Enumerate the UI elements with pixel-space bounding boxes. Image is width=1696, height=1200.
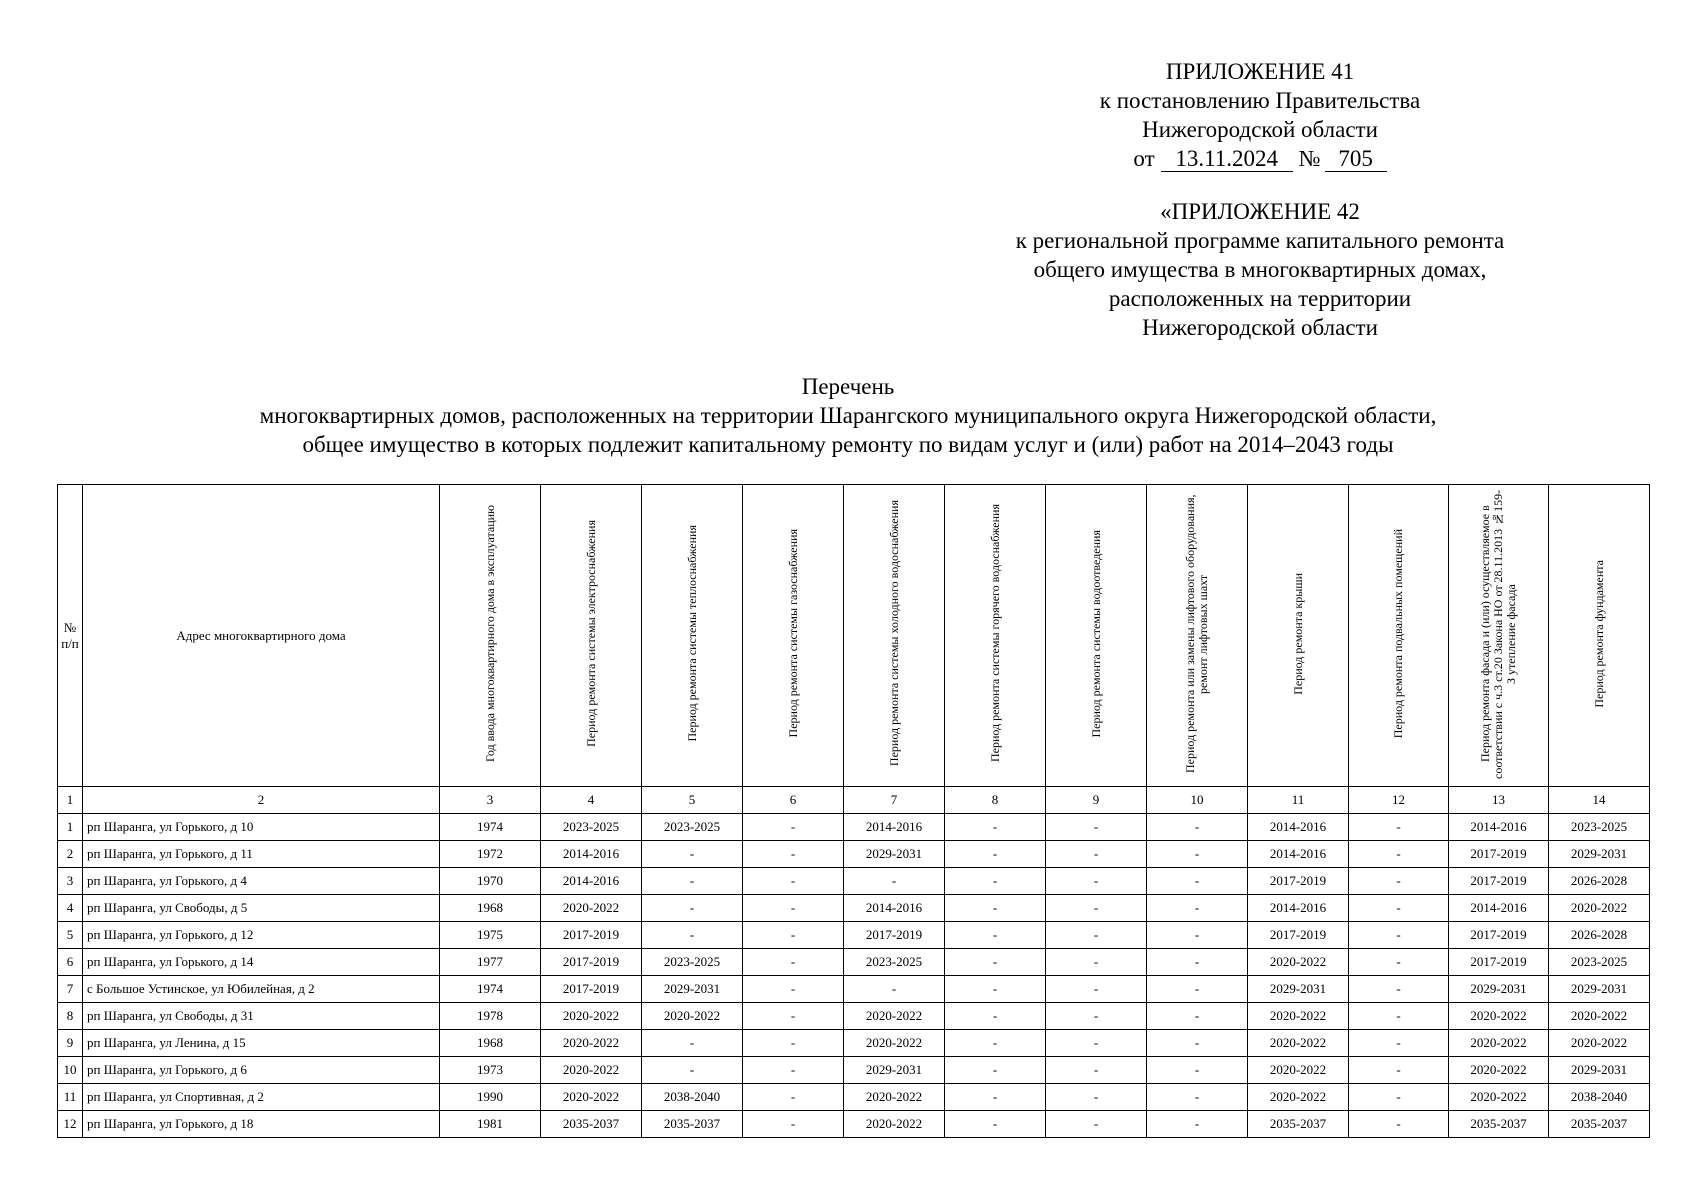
basement-cell: -: [1349, 1084, 1449, 1111]
gas-cell: -: [743, 949, 844, 976]
address-cell: рп Шаранга, ул Горького, д 14: [83, 949, 440, 976]
table-row: [58, 895, 1650, 922]
address-cell: рп Шаранга, ул Горького, д 12: [83, 922, 440, 949]
address-cell: рп Шаранга, ул Горького, д 6: [83, 1057, 440, 1084]
cold-water-cell: 2020-2022: [844, 1084, 945, 1111]
cold-water-cell: 2029-2031: [844, 1057, 945, 1084]
table-row: [58, 1084, 1650, 1111]
table-row: [58, 814, 1650, 841]
roof-cell: 2020-2022: [1248, 1030, 1349, 1057]
gas-cell: -: [743, 1003, 844, 1030]
column-number: 2: [83, 787, 440, 814]
header-sewerage: Период ремонта системы водоотведения: [1046, 485, 1147, 787]
header-foundation: Период ремонта фундамента: [1549, 485, 1650, 787]
address-cell: рп Шаранга, ул Горького, д 10: [83, 814, 440, 841]
hot-water-cell: -: [945, 976, 1046, 1003]
address-cell: рп Шаранга, ул Свободы, д 5: [83, 895, 440, 922]
header-address: Адрес многоквартирного дома: [83, 485, 440, 787]
cold-water-cell: 2017-2019: [844, 922, 945, 949]
facade-cell: 2020-2022: [1449, 1057, 1549, 1084]
roof-cell: 2020-2022: [1248, 1057, 1349, 1084]
row-index: 2: [58, 841, 83, 868]
gas-cell: -: [743, 922, 844, 949]
row-index: 12: [58, 1111, 83, 1138]
row-index: 5: [58, 922, 83, 949]
header-cold-water: Период ремонта системы холодного водоснабжения: [844, 485, 945, 787]
column-numbers-row: [58, 787, 1650, 814]
heating-cell: -: [642, 1030, 743, 1057]
elevator-cell: -: [1147, 949, 1248, 976]
document-title-line1: Перечень: [801, 374, 895, 399]
year-cell: 1973: [440, 1057, 541, 1084]
table-row: [58, 841, 1650, 868]
table-row: [58, 949, 1650, 976]
cold-water-cell: 2023-2025: [844, 949, 945, 976]
electricity-cell: 2020-2022: [541, 1003, 642, 1030]
gas-cell: -: [743, 895, 844, 922]
header-year: Год ввода многоквартирного дома в эксплуатацию: [440, 485, 541, 787]
row-index: 6: [58, 949, 83, 976]
year-cell: 1974: [440, 814, 541, 841]
heating-cell: 2038-2040: [642, 1084, 743, 1111]
sewerage-cell: -: [1046, 868, 1147, 895]
column-number: 9: [1046, 787, 1147, 814]
sewerage-cell: -: [1046, 841, 1147, 868]
elevator-cell: -: [1147, 868, 1248, 895]
hot-water-cell: -: [945, 1111, 1046, 1138]
appendix-41-title: ПРИЛОЖЕНИЕ 41: [1165, 59, 1355, 84]
row-index: 7: [58, 976, 83, 1003]
header-elevator: Период ремонта или замены лифтового оборудования, ремонт лифтовых шахт: [1147, 485, 1248, 787]
cold-water-cell: 2020-2022: [844, 1030, 945, 1057]
sewerage-cell: -: [1046, 1057, 1147, 1084]
table-body: [58, 814, 1650, 1138]
basement-cell: -: [1349, 1111, 1449, 1138]
facade-cell: 2017-2019: [1449, 922, 1549, 949]
foundation-cell: 2020-2022: [1549, 1003, 1650, 1030]
foundation-cell: 2026-2028: [1549, 922, 1650, 949]
electricity-cell: 2017-2019: [541, 922, 642, 949]
table-row: [58, 1003, 1650, 1030]
cold-water-cell: 2029-2031: [844, 841, 945, 868]
header-hot-water: Период ремонта системы горячего водоснабжения: [945, 485, 1046, 787]
year-cell: 1981: [440, 1111, 541, 1138]
roof-cell: 2020-2022: [1248, 949, 1349, 976]
roof-cell: 2029-2031: [1248, 976, 1349, 1003]
basement-cell: -: [1349, 976, 1449, 1003]
address-cell: рп Шаранга, ул Горького, д 4: [83, 868, 440, 895]
header-roof: Период ремонта крыши: [1248, 485, 1349, 787]
heating-cell: -: [642, 1057, 743, 1084]
electricity-cell: 2020-2022: [541, 1057, 642, 1084]
cold-water-cell: 2020-2022: [844, 1111, 945, 1138]
facade-cell: 2020-2022: [1449, 1030, 1549, 1057]
electricity-cell: 2035-2037: [541, 1111, 642, 1138]
row-index: 4: [58, 895, 83, 922]
facade-cell: 2014-2016: [1449, 895, 1549, 922]
column-number: 6: [743, 787, 844, 814]
appendix-42-line1: к региональной программе капитального ремонта: [1015, 228, 1505, 253]
gas-cell: -: [743, 868, 844, 895]
elevator-cell: -: [1147, 841, 1248, 868]
electricity-cell: 2014-2016: [541, 841, 642, 868]
electricity-cell: 2020-2022: [541, 1030, 642, 1057]
roof-cell: 2014-2016: [1248, 895, 1349, 922]
date-prefix: от: [1133, 146, 1155, 171]
row-index: 10: [58, 1057, 83, 1084]
hot-water-cell: -: [945, 895, 1046, 922]
facade-cell: 2014-2016: [1449, 814, 1549, 841]
hot-water-cell: -: [945, 868, 1046, 895]
header-heating: Период ремонта системы теплоснабжения: [642, 485, 743, 787]
elevator-cell: -: [1147, 1057, 1248, 1084]
houses-table: [57, 484, 1650, 1138]
column-number: 13: [1449, 787, 1549, 814]
appendix-42-line4: Нижегородской области: [1142, 315, 1378, 340]
column-number: 3: [440, 787, 541, 814]
elevator-cell: -: [1147, 1111, 1248, 1138]
electricity-cell: 2017-2019: [541, 949, 642, 976]
column-number: 10: [1147, 787, 1248, 814]
year-cell: 1968: [440, 895, 541, 922]
facade-cell: 2029-2031: [1449, 976, 1549, 1003]
elevator-cell: -: [1147, 1003, 1248, 1030]
heating-cell: -: [642, 922, 743, 949]
sewerage-cell: -: [1046, 1084, 1147, 1111]
document-title-line2: многоквартирных домов, расположенных на территории Шарангского муниципального округа Нижегородской области,: [259, 403, 1437, 428]
electricity-cell: 2020-2022: [541, 1084, 642, 1111]
elevator-cell: -: [1147, 922, 1248, 949]
document-title: [0, 372, 1696, 459]
appendix-42-line3: расположенных на территории: [1108, 286, 1412, 311]
basement-cell: -: [1349, 949, 1449, 976]
hot-water-cell: -: [945, 1084, 1046, 1111]
heating-cell: -: [642, 841, 743, 868]
basement-cell: -: [1349, 922, 1449, 949]
hot-water-cell: -: [945, 1003, 1046, 1030]
gas-cell: -: [743, 814, 844, 841]
roof-cell: 2017-2019: [1248, 922, 1349, 949]
electricity-cell: 2023-2025: [541, 814, 642, 841]
basement-cell: -: [1349, 1030, 1449, 1057]
row-index: 8: [58, 1003, 83, 1030]
year-cell: 1978: [440, 1003, 541, 1030]
elevator-cell: -: [1147, 895, 1248, 922]
cold-water-cell: 2020-2022: [844, 1003, 945, 1030]
foundation-cell: 2029-2031: [1549, 1057, 1650, 1084]
gas-cell: -: [743, 1111, 844, 1138]
facade-cell: 2035-2037: [1449, 1111, 1549, 1138]
decree-number: 705: [1325, 147, 1387, 172]
table-row: [58, 1111, 1650, 1138]
year-cell: 1975: [440, 922, 541, 949]
hot-water-cell: -: [945, 1030, 1046, 1057]
appendix-42-block: [960, 197, 1560, 342]
basement-cell: -: [1349, 814, 1449, 841]
basement-cell: -: [1349, 868, 1449, 895]
electricity-cell: 2014-2016: [541, 868, 642, 895]
roof-cell: 2035-2037: [1248, 1111, 1349, 1138]
appendix-41-line1: к постановлению Правительства: [1099, 88, 1421, 113]
number-sign: №: [1298, 146, 1321, 171]
hot-water-cell: -: [945, 814, 1046, 841]
basement-cell: -: [1349, 1057, 1449, 1084]
basement-cell: -: [1349, 1003, 1449, 1030]
roof-cell: 2014-2016: [1248, 841, 1349, 868]
sewerage-cell: -: [1046, 1111, 1147, 1138]
column-number: 14: [1549, 787, 1650, 814]
facade-cell: 2017-2019: [1449, 949, 1549, 976]
elevator-cell: -: [1147, 1030, 1248, 1057]
heating-cell: -: [642, 868, 743, 895]
roof-cell: 2020-2022: [1248, 1084, 1349, 1111]
year-cell: 1977: [440, 949, 541, 976]
hot-water-cell: -: [945, 922, 1046, 949]
heating-cell: -: [642, 895, 743, 922]
address-cell: рп Шаранга, ул Свободы, д 31: [83, 1003, 440, 1030]
gas-cell: -: [743, 1084, 844, 1111]
elevator-cell: -: [1147, 814, 1248, 841]
decree-date: 13.11.2024: [1161, 147, 1293, 172]
row-index: 9: [58, 1030, 83, 1057]
row-index: 1: [58, 814, 83, 841]
column-number: 4: [541, 787, 642, 814]
roof-cell: 2020-2022: [1248, 1003, 1349, 1030]
column-number: 11: [1248, 787, 1349, 814]
sewerage-cell: -: [1046, 949, 1147, 976]
hot-water-cell: -: [945, 1057, 1046, 1084]
appendix-41-block: [1030, 57, 1490, 173]
gas-cell: -: [743, 1057, 844, 1084]
table-header-row: [58, 485, 1650, 787]
facade-cell: 2020-2022: [1449, 1084, 1549, 1111]
heating-cell: 2023-2025: [642, 814, 743, 841]
foundation-cell: 2038-2040: [1549, 1084, 1650, 1111]
row-index: 3: [58, 868, 83, 895]
year-cell: 1970: [440, 868, 541, 895]
elevator-cell: -: [1147, 1084, 1248, 1111]
sewerage-cell: -: [1046, 1030, 1147, 1057]
foundation-cell: 2023-2025: [1549, 814, 1650, 841]
sewerage-cell: -: [1046, 922, 1147, 949]
address-cell: рп Шаранга, ул Горького, д 18: [83, 1111, 440, 1138]
header-basement: Период ремонта подвальных помещений: [1349, 485, 1449, 787]
column-number: 5: [642, 787, 743, 814]
facade-cell: 2020-2022: [1449, 1003, 1549, 1030]
foundation-cell: 2023-2025: [1549, 949, 1650, 976]
table-row: [58, 922, 1650, 949]
gas-cell: -: [743, 1030, 844, 1057]
address-cell: рп Шаранга, ул Спортивная, д 2: [83, 1084, 440, 1111]
header-gas: Период ремонта системы газоснабжения: [743, 485, 844, 787]
hot-water-cell: -: [945, 949, 1046, 976]
foundation-cell: 2020-2022: [1549, 895, 1650, 922]
foundation-cell: 2035-2037: [1549, 1111, 1650, 1138]
header-facade: Период ремонта фасада и (или) осуществляемое в соответствии с ч.3 ст.20 Закона НО от 28.11.2013 №159-З утепление фасада: [1449, 485, 1549, 787]
cold-water-cell: 2014-2016: [844, 814, 945, 841]
heating-cell: 2020-2022: [642, 1003, 743, 1030]
appendix-41-line2: Нижегородской области: [1142, 117, 1378, 142]
appendix-42-line2: общего имущества в многоквартирных домах,: [1033, 257, 1487, 282]
foundation-cell: 2029-2031: [1549, 841, 1650, 868]
sewerage-cell: -: [1046, 1003, 1147, 1030]
foundation-cell: 2020-2022: [1549, 1030, 1650, 1057]
heating-cell: 2029-2031: [642, 976, 743, 1003]
row-index: 11: [58, 1084, 83, 1111]
facade-cell: 2017-2019: [1449, 841, 1549, 868]
year-cell: 1968: [440, 1030, 541, 1057]
address-cell: рп Шаранга, ул Ленина, д 15: [83, 1030, 440, 1057]
appendix-42-title: «ПРИЛОЖЕНИЕ 42: [1160, 199, 1360, 224]
basement-cell: -: [1349, 895, 1449, 922]
table-row: [58, 868, 1650, 895]
hot-water-cell: -: [945, 841, 1046, 868]
column-number: 7: [844, 787, 945, 814]
facade-cell: 2017-2019: [1449, 868, 1549, 895]
year-cell: 1972: [440, 841, 541, 868]
gas-cell: -: [743, 976, 844, 1003]
sewerage-cell: -: [1046, 976, 1147, 1003]
document-title-line3: общее имущество в которых подлежит капитальному ремонту по видам услуг и (или) работ на 2014–2043 годы: [302, 432, 1394, 457]
appendix-41-date-line: [1030, 144, 1490, 173]
address-cell: рп Шаранга, ул Горького, д 11: [83, 841, 440, 868]
heating-cell: 2035-2037: [642, 1111, 743, 1138]
cold-water-cell: -: [844, 976, 945, 1003]
gas-cell: -: [743, 841, 844, 868]
table-row: [58, 1030, 1650, 1057]
address-cell: с Большое Устинское, ул Юбилейная, д 2: [83, 976, 440, 1003]
electricity-cell: 2017-2019: [541, 976, 642, 1003]
elevator-cell: -: [1147, 976, 1248, 1003]
header-index: № п/п: [58, 485, 83, 787]
column-number: 1: [58, 787, 83, 814]
table-row: [58, 1057, 1650, 1084]
cold-water-cell: -: [844, 868, 945, 895]
basement-cell: -: [1349, 841, 1449, 868]
foundation-cell: 2026-2028: [1549, 868, 1650, 895]
cold-water-cell: 2014-2016: [844, 895, 945, 922]
table-row: [58, 976, 1650, 1003]
heating-cell: 2023-2025: [642, 949, 743, 976]
column-number: 8: [945, 787, 1046, 814]
roof-cell: 2017-2019: [1248, 868, 1349, 895]
column-number: 12: [1349, 787, 1449, 814]
sewerage-cell: -: [1046, 895, 1147, 922]
year-cell: 1974: [440, 976, 541, 1003]
roof-cell: 2014-2016: [1248, 814, 1349, 841]
foundation-cell: 2029-2031: [1549, 976, 1650, 1003]
year-cell: 1990: [440, 1084, 541, 1111]
electricity-cell: 2020-2022: [541, 895, 642, 922]
sewerage-cell: -: [1046, 814, 1147, 841]
header-electricity: Период ремонта системы электроснабжения: [541, 485, 642, 787]
